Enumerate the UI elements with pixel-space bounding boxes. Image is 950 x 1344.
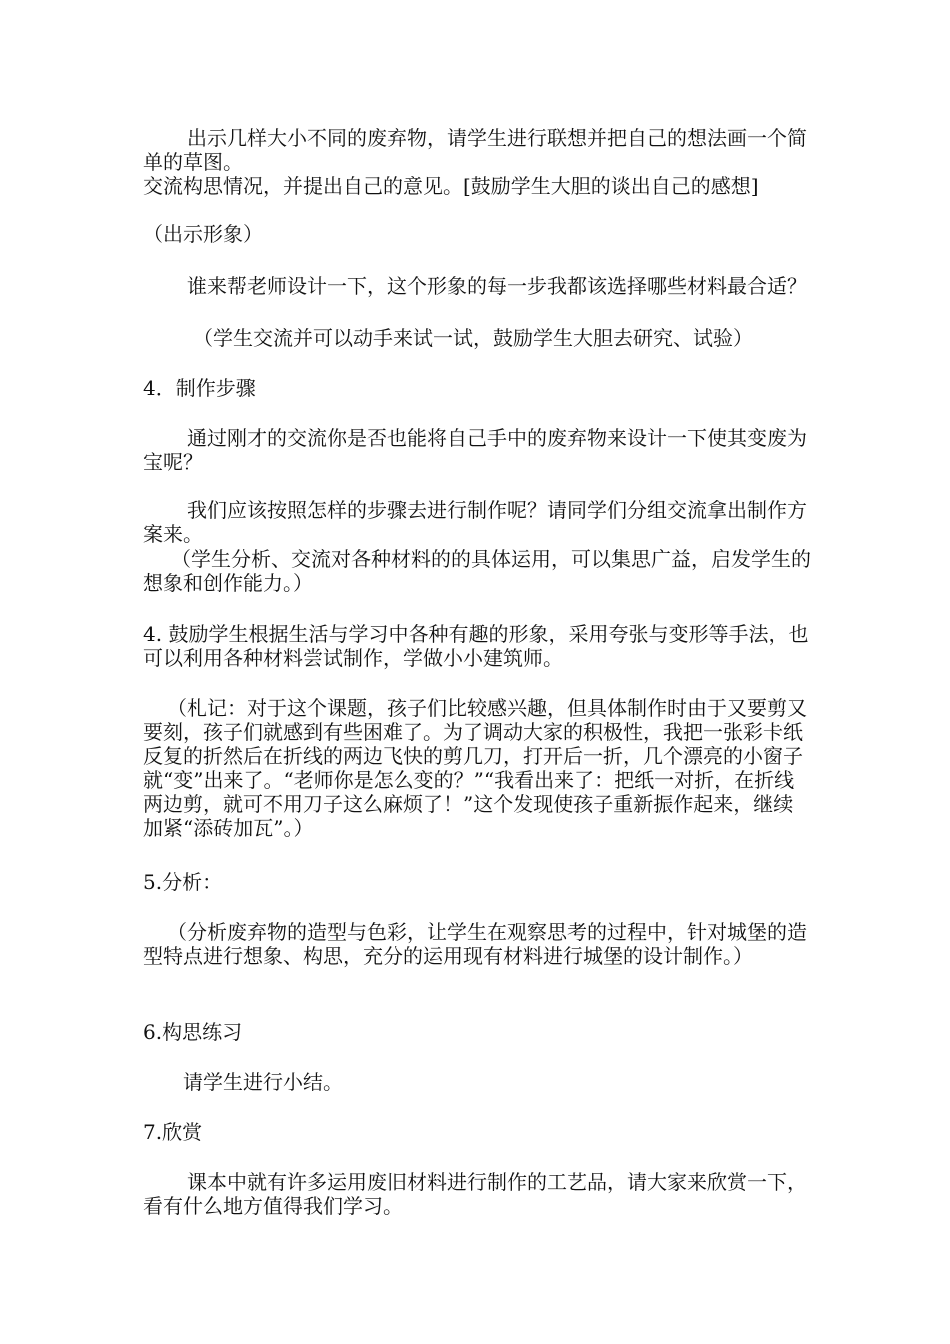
paragraph-analysis-detail: （分析废弃物的造型与色彩，让学生在观察思考的过程中，针对城堡的造型特点进行想象、构思，充分的运用现有材料进行城堡的设计制作。） — [143, 920, 807, 968]
paragraph-which-steps: 我们应该按照怎样的步骤去进行制作呢？请同学们分组交流拿出制作方案来。 — [143, 498, 807, 546]
paragraph-turn-waste: 通过刚才的交流你是否也能将自己手中的废弃物来设计一下使其变废为宝呢？ — [143, 426, 807, 474]
paragraph-exchange-ideas: 交流构思情况，并提出自己的意见。[鼓励学生大胆的谈出自己的感想] — [143, 174, 759, 198]
paragraph-summary: 请学生进行小结。 — [183, 1070, 343, 1094]
paragraph-show-waste: 出示几样大小不同的废弃物，请学生进行联想并把自己的想法画一个简单的草图。 — [143, 126, 807, 174]
heading-appreciation: 7.欣赏 — [143, 1120, 203, 1144]
heading-production-steps: 4．制作步骤 — [143, 376, 256, 400]
paragraph-show-image: （出示形象） — [143, 222, 263, 246]
paragraph-who-designs: 谁来帮老师设计一下，这个形象的每一步我都该选择哪些材料最合适？ — [187, 274, 807, 298]
paragraph-student-analysis: （学生分析、交流对各种材料的的具体运用，可以集思广益，启发学生的想象和创作能力。） — [143, 547, 811, 595]
heading-concept-practice: 6.构思练习 — [143, 1020, 243, 1044]
heading-analysis: 5.分析： — [143, 870, 223, 894]
paragraph-appreciate-crafts: 课本中就有许多运用废旧材料进行制作的工艺品，请大家来欣赏一下，看有什么地方值得我们学习。 — [143, 1170, 807, 1218]
paragraph-encourage-students: 4. 鼓励学生根据生活与学习中各种有趣的形象，采用夸张与变形等手法，也可以利用各种材料尝试制作，学做小小建筑师。 — [143, 622, 809, 670]
paragraph-teaching-notes: （札记：对于这个课题，孩子们比较感兴趣，但具体制作时由于又要剪又要刻，孩子们就感到有些困难了。为了调动大家的积极性，我把一张彩卡纸反复的折然后在折线的两边飞快的剪几刀，打开后一折，几个漂亮的小窗子就“变”出来了。“老师你是怎么变的？”“我看出来了：把纸一对折，在折线两边剪，就可不用刀子这么麻烦了！”这个发现使孩子重新振作起来，继续加紧“添砖加瓦”。） — [143, 696, 807, 840]
paragraph-student-exchange: （学生交流并可以动手来试一试，鼓励学生大胆去研究、试验） — [193, 326, 753, 350]
